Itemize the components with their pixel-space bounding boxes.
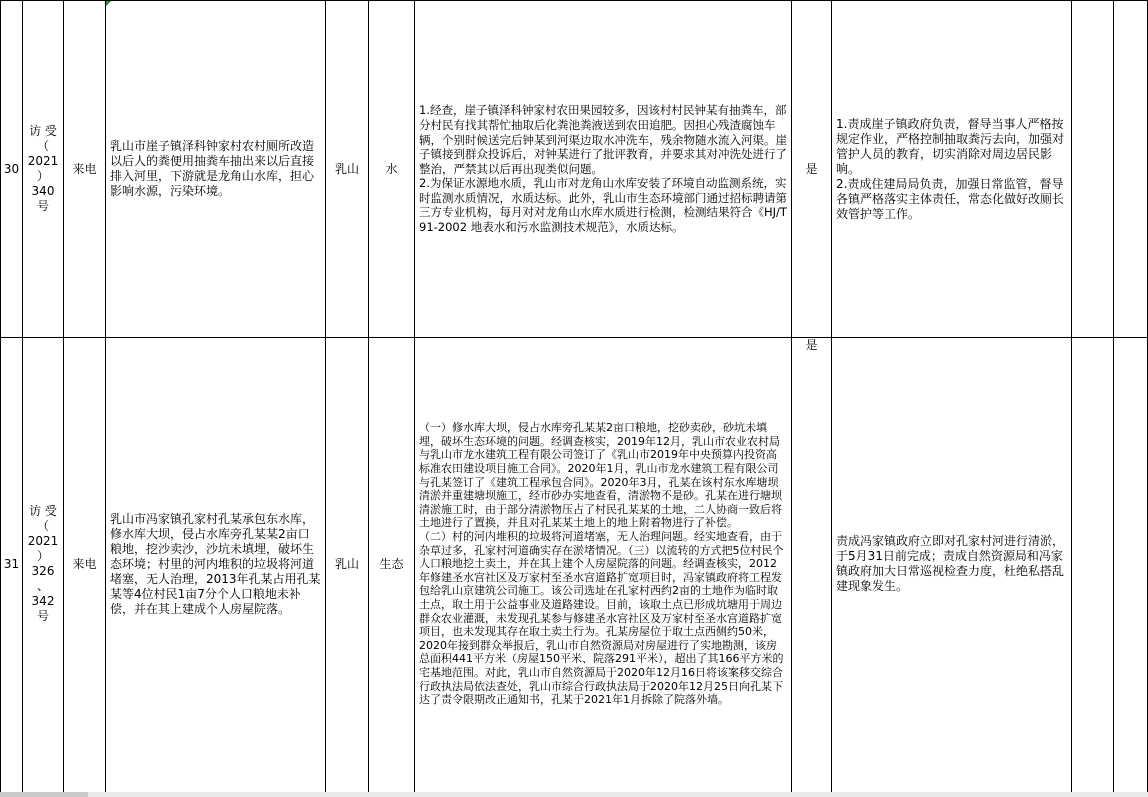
complaint-cell	[107, 1, 324, 337]
measures-text: 1.责成崖子镇政府负责，督导当事人严格按规定作业，严格控制抽取粪污去向，加强对管护人员的教育，切实消除对周边居民影响。 2.责成住建局局负责，加强日常监管，督导各镇严格落实主体责任，常态化做好改厕长效管护等工作。	[836, 116, 1065, 221]
grid-line	[1113, 0, 1114, 797]
horizontal-scrollbar[interactable]	[0, 792, 1148, 797]
source-label: 来电	[72, 556, 97, 571]
district-cell	[326, 1, 368, 337]
seq-number: 30	[3, 161, 20, 176]
complaint-cell	[107, 338, 324, 790]
seq-cell	[1, 1, 22, 337]
grid-line	[831, 0, 832, 797]
category-cell	[369, 1, 414, 337]
verified-label: 是	[805, 338, 818, 352]
grid-line	[1071, 0, 1072, 797]
case-number-cell	[24, 338, 62, 790]
seq-cell	[1, 338, 22, 790]
measures-text: 责成冯家镇政府立即对孔家村河进行清淤，于5月31日前完成；责成自然资源局和冯家镇政府加大日常巡视检查力度，杜绝私搭乱建现象发生。	[836, 534, 1065, 593]
findings-text: （一）修水库大坝，侵占水库旁孔某某2亩口粮地，挖砂卖砂，砂坑未填埋，破坏生态环境的问题。经调查核实，2019年12月，乳山市农业农村局与乳山市龙水建筑工程有限公司签订了《乳山市2019年中央预算内投资高标准农田建设项目施工合同》。2020年1月，乳山市龙水建筑工程有限公司与孔某签订了《建筑工程承包合同》。2020年3月，孔某在该村东水库塘坝清淤并重建塘坝施工，经市砂办实地查看，清淤物不是砂。孔某在进行塘坝清淤施工时，由于部分清淤物压占了村民孔某某的土地，二人协商一致后将土地进行了置换，并且对孔某某土地上的地上附着物进行了补偿。 （二）村的河内堆积的垃圾将河道堵塞，无人治理问题。经实地查看，由于杂草过多，孔家村河道确实存在淤堵情况。（三）以流转的方式把5位村民个人口粮地挖土卖土，并在其上建个人房屋院落的问题。经调查核实，2012年修建圣水宫社区及万家村至圣水宫道路扩宽项目时，冯家镇政府将工程发包给乳山京建筑公司施工。该公司选址在孔家村西约2亩的土地作为临时取土点，取土用于公益事业及道路建设。目前，该取土点已形成坑塘用于周边群众农业灌溉，未发现孔某参与修建圣水宫社区及万家村至圣水宫道路扩宽项目，也未发现其存在取土卖土行为。孔某房屋位于取土点西侧约50米，2020年接到群众举报后，乳山市自然资源局对房屋进行了实地勘测，该房总面积441平方米（房屋150平米、院落291平米），超出了其166平方米的宅基地范围。对此，乳山市自然资源局于2020年12月16日将该案移交综合行政执法局依法查处，乳山市综合行政执法局于2020年12月25日向孔某下达了责令限期改正通知书，孔某于2021年1月拆除了院落外墙。	[419, 421, 784, 707]
findings-cell	[416, 338, 790, 790]
verified-cell	[792, 1, 831, 337]
district-label: 乳山	[334, 161, 359, 176]
complaint-text: 乳山市崖子镇泽科钟家村农村厕所改造以后人的粪便用抽粪车抽出来以后直接排入河里，下游就是龙角山水库，担心影响水源，污染环境。	[110, 139, 315, 198]
grid-line	[22, 0, 23, 797]
source-cell	[64, 1, 105, 337]
source-label: 来电	[72, 161, 97, 176]
verified-label: 是	[805, 161, 818, 176]
case-number: 访 受 （ 2021 ）326 、342 号	[27, 504, 63, 623]
verified-cell	[792, 338, 831, 358]
case-number: 访 受 （ 2021 ）340 号	[27, 124, 63, 213]
district-cell	[326, 338, 368, 790]
category-cell	[369, 338, 414, 790]
source-cell	[64, 338, 105, 790]
measures-cell	[833, 1, 1070, 337]
category-label: 生态	[379, 556, 404, 571]
findings-cell	[416, 1, 790, 337]
measures-cell	[833, 338, 1070, 790]
grid-line	[105, 0, 106, 797]
case-number-cell	[24, 1, 62, 337]
district-label: 乳山	[334, 556, 359, 571]
scrollbar-thumb[interactable]	[0, 792, 88, 797]
findings-text: 1.经查，崖子镇泽科钟家村农田果园较多，因该村村民钟某有抽粪车，部分村民有找其帮忙抽取后化粪池粪液送到农田追肥。因担心残渣腐蚀车辆，个别时候送完后钟某到河渠边取水冲洗车，残余物随水流入河渠。崖子镇接到群众投诉后，对钟某进行了批评教育，并要求其对冲洗处进行了整治，严禁其以后再出现类似问题。 2.为保证水源地水质，乳山市对龙角山水库安装了环境自动监测系统，实时监测水质情况，水质达标。此外，乳山市生态环境部门通过招标聘请第三方专业机构，每月对对龙角山水库水质进行检测，检测结果符合《HJ/T 91-2002 地表水和污水监测技术规范》，水质达标。	[419, 103, 787, 235]
seq-number: 31	[3, 556, 20, 571]
category-label: 水	[385, 161, 398, 176]
grid-line	[414, 0, 415, 797]
complaint-text: 乳山市冯家镇孔家村孔某承包东水库，修水库大坝，侵占水库旁孔某某2亩口粮地，挖沙卖沙，沙坑未填埋，破坏生态环境；村里的河内堆积的垃圾将河道堵塞，无人治理，2013年孔某占用孔某某等4位村民1亩7分个人口粮地未补偿，并在其上建成个人房屋院落。	[110, 511, 321, 616]
